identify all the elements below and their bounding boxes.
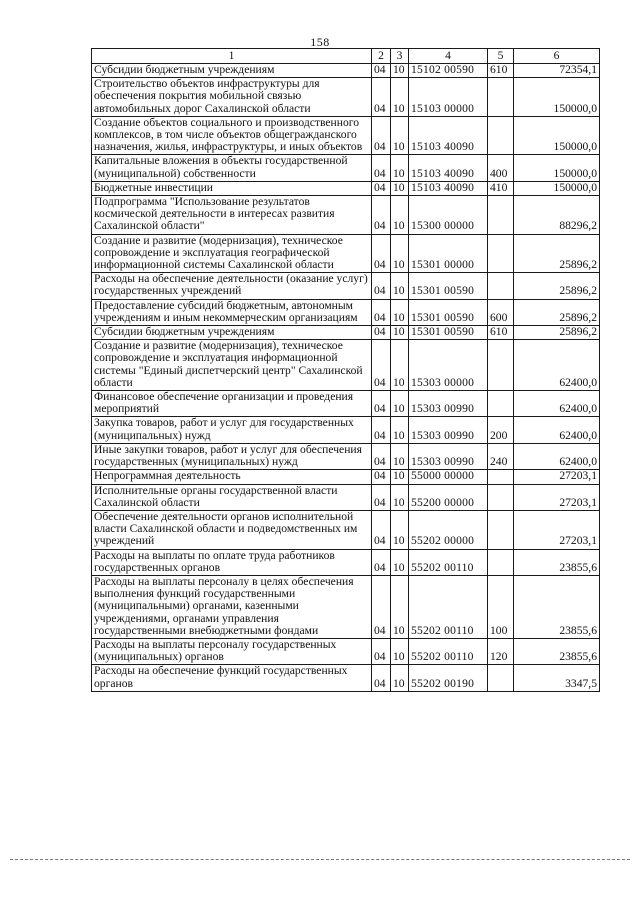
target-article-cell: 55202 00110 bbox=[409, 575, 488, 638]
target-article-cell: 15103 00000 bbox=[409, 78, 488, 117]
section-code-cell: 04 bbox=[372, 575, 391, 638]
subsection-code-cell: 10 bbox=[391, 326, 409, 340]
subsection-code-cell: 10 bbox=[391, 234, 409, 273]
section-code-cell: 04 bbox=[372, 299, 391, 325]
target-article-cell: 15303 00990 bbox=[409, 417, 488, 443]
subsection-code-cell: 10 bbox=[391, 196, 409, 235]
subsection-code-cell: 10 bbox=[391, 443, 409, 469]
target-article-cell: 55202 00110 bbox=[409, 549, 488, 575]
table-row bbox=[92, 638, 600, 664]
section-code-cell: 04 bbox=[372, 665, 391, 691]
target-article-cell: 55202 00110 bbox=[409, 638, 488, 664]
row-name-cell: Закупка товаров, работ и услуг для государственных (муниципальных) нужд bbox=[92, 417, 372, 443]
row-name-cell: Создание и развитие (модернизация), техническое сопровождение и эксплуатация географической информационной системы Сахалинской области bbox=[92, 234, 372, 273]
table-row bbox=[92, 391, 600, 417]
row-name-cell: Предоставление субсидий бюджетным, автономным учреждениям и иным некоммерческим организациям bbox=[92, 299, 372, 325]
page-number: 158 bbox=[310, 35, 330, 49]
amount-cell: 150000,0 bbox=[514, 78, 600, 117]
row-name-cell: Бюджетные инвестиции bbox=[92, 181, 372, 195]
section-code-cell: 04 bbox=[372, 443, 391, 469]
subsection-code-cell: 10 bbox=[391, 549, 409, 575]
expense-type-cell: 410 bbox=[488, 181, 514, 195]
expense-type-cell bbox=[488, 116, 514, 155]
amount-cell: 3347,5 bbox=[514, 665, 600, 691]
subsection-code-cell: 10 bbox=[391, 575, 409, 638]
target-article-cell: 15303 00990 bbox=[409, 391, 488, 417]
row-name-cell: Субсидии бюджетным учреждениям bbox=[92, 64, 372, 78]
amount-cell: 150000,0 bbox=[514, 116, 600, 155]
row-name-cell: Субсидии бюджетным учреждениям bbox=[92, 326, 372, 340]
expense-type-cell: 610 bbox=[488, 64, 514, 78]
section-code-cell: 04 bbox=[372, 326, 391, 340]
table-row bbox=[92, 181, 600, 195]
row-name-cell: Непрограммная деятельность bbox=[92, 470, 372, 484]
section-code-cell: 04 bbox=[372, 273, 391, 299]
subsection-code-cell: 10 bbox=[391, 638, 409, 664]
table-row bbox=[92, 340, 600, 391]
section-code-cell: 04 bbox=[372, 181, 391, 195]
section-code-cell: 04 bbox=[372, 510, 391, 549]
amount-cell: 23855,6 bbox=[514, 638, 600, 664]
subsection-code-cell: 10 bbox=[391, 78, 409, 117]
header-col-4: 4 bbox=[409, 49, 488, 64]
row-name-cell: Расходы на выплаты персоналу государственных (муниципальных) органов bbox=[92, 638, 372, 664]
table-row bbox=[92, 273, 600, 299]
table-row bbox=[92, 443, 600, 469]
subsection-code-cell: 10 bbox=[391, 417, 409, 443]
subsection-code-cell: 10 bbox=[391, 391, 409, 417]
amount-cell: 27203,1 bbox=[514, 470, 600, 484]
table-row bbox=[92, 155, 600, 181]
row-name-cell: Создание объектов социального и производственного комплексов, в том числе объектов общегражданского назначения, жилья, инфраструктуры, и иных объектов bbox=[92, 116, 372, 155]
row-name-cell: Иные закупки товаров, работ и услуг для обеспечения государственных (муниципальных) нужд bbox=[92, 443, 372, 469]
section-code-cell: 04 bbox=[372, 116, 391, 155]
amount-cell: 62400,0 bbox=[514, 443, 600, 469]
header-col-6: 6 bbox=[514, 49, 600, 64]
section-code-cell: 04 bbox=[372, 470, 391, 484]
target-article-cell: 15103 40090 bbox=[409, 116, 488, 155]
table-row bbox=[92, 417, 600, 443]
subsection-code-cell: 10 bbox=[391, 64, 409, 78]
row-name-cell: Обеспечение деятельности органов исполнительной власти Сахалинской области и подведомственных им учреждений bbox=[92, 510, 372, 549]
row-name-cell: Исполнительные органы государственной власти Сахалинской области bbox=[92, 484, 372, 510]
expense-type-cell: 600 bbox=[488, 299, 514, 325]
table-row bbox=[92, 326, 600, 340]
amount-cell: 27203,1 bbox=[514, 510, 600, 549]
subsection-code-cell: 10 bbox=[391, 116, 409, 155]
target-article-cell: 15301 00590 bbox=[409, 273, 488, 299]
header-col-1: 1 bbox=[92, 49, 372, 64]
section-code-cell: 04 bbox=[372, 417, 391, 443]
table-row bbox=[92, 116, 600, 155]
expense-type-cell: 120 bbox=[488, 638, 514, 664]
expense-type-cell bbox=[488, 484, 514, 510]
expense-type-cell bbox=[488, 665, 514, 691]
table-row bbox=[92, 484, 600, 510]
subsection-code-cell: 10 bbox=[391, 299, 409, 325]
subsection-code-cell: 10 bbox=[391, 155, 409, 181]
section-code-cell: 04 bbox=[372, 78, 391, 117]
expense-type-cell bbox=[488, 273, 514, 299]
amount-cell: 62400,0 bbox=[514, 417, 600, 443]
target-article-cell: 15303 00000 bbox=[409, 340, 488, 391]
amount-cell: 23855,6 bbox=[514, 549, 600, 575]
target-article-cell: 15301 00590 bbox=[409, 299, 488, 325]
section-code-cell: 04 bbox=[372, 234, 391, 273]
expense-type-cell bbox=[488, 470, 514, 484]
target-article-cell: 55202 00190 bbox=[409, 665, 488, 691]
table-row bbox=[92, 470, 600, 484]
target-article-cell: 55202 00000 bbox=[409, 510, 488, 549]
table-row bbox=[92, 64, 600, 78]
target-article-cell: 55000 00000 bbox=[409, 470, 488, 484]
row-name-cell: Расходы на выплаты по оплате труда работников государственных органов bbox=[92, 549, 372, 575]
amount-cell: 62400,0 bbox=[514, 391, 600, 417]
expense-type-cell: 610 bbox=[488, 326, 514, 340]
amount-cell: 25896,2 bbox=[514, 326, 600, 340]
section-code-cell: 04 bbox=[372, 638, 391, 664]
section-code-cell: 04 bbox=[372, 484, 391, 510]
amount-cell: 25896,2 bbox=[514, 234, 600, 273]
target-article-cell: 15102 00590 bbox=[409, 64, 488, 78]
row-name-cell: Расходы на выплаты персоналу в целях обеспечения выполнения функций государственными (муниципальными) органами, казенными учреждениями, органами управления государственными внебюджетными фондами bbox=[92, 575, 372, 638]
expense-type-cell bbox=[488, 78, 514, 117]
target-article-cell: 15301 00000 bbox=[409, 234, 488, 273]
section-code-cell: 04 bbox=[372, 64, 391, 78]
target-article-cell: 15300 00000 bbox=[409, 196, 488, 235]
header-col-2: 2 bbox=[372, 49, 391, 64]
amount-cell: 25896,2 bbox=[514, 299, 600, 325]
expense-type-cell bbox=[488, 510, 514, 549]
table-header-row bbox=[92, 49, 600, 64]
amount-cell: 72354,1 bbox=[514, 64, 600, 78]
subsection-code-cell: 10 bbox=[391, 484, 409, 510]
amount-cell: 23855,6 bbox=[514, 575, 600, 638]
amount-cell: 62400,0 bbox=[514, 340, 600, 391]
section-code-cell: 04 bbox=[372, 549, 391, 575]
table-row bbox=[92, 665, 600, 691]
subsection-code-cell: 10 bbox=[391, 273, 409, 299]
table-row bbox=[92, 575, 600, 638]
expense-type-cell: 200 bbox=[488, 417, 514, 443]
row-name-cell: Строительство объектов инфраструктуры для обеспечения покрытия мобильной связью автомобильных дорог Сахалинской области bbox=[92, 78, 372, 117]
row-name-cell: Расходы на обеспечение деятельности (оказание услуг) государственных учреждений bbox=[92, 273, 372, 299]
target-article-cell: 15301 00590 bbox=[409, 326, 488, 340]
target-article-cell: 55200 00000 bbox=[409, 484, 488, 510]
table-row bbox=[92, 78, 600, 117]
row-name-cell: Капитальные вложения в объекты государственной (муниципальной) собственности bbox=[92, 155, 372, 181]
row-name-cell: Создание и развитие (модернизация), техническое сопровождение и эксплуатация информационной системы "Единый диспетчерский центр" Сахалинской области bbox=[92, 340, 372, 391]
amount-cell: 88296,2 bbox=[514, 196, 600, 235]
section-code-cell: 04 bbox=[372, 391, 391, 417]
table-row bbox=[92, 510, 600, 549]
section-code-cell: 04 bbox=[372, 155, 391, 181]
subsection-code-cell: 10 bbox=[391, 470, 409, 484]
expense-type-cell: 100 bbox=[488, 575, 514, 638]
header-col-5: 5 bbox=[488, 49, 514, 64]
target-article-cell: 15103 40090 bbox=[409, 155, 488, 181]
expense-type-cell bbox=[488, 391, 514, 417]
expense-type-cell bbox=[488, 549, 514, 575]
row-name-cell: Расходы на обеспечение функций государственных органов bbox=[92, 665, 372, 691]
scan-bottom-edge bbox=[10, 859, 630, 860]
row-name-cell: Подпрограмма "Использование результатов космической деятельности в интересах развития Сахалинской области" bbox=[92, 196, 372, 235]
table-row bbox=[92, 549, 600, 575]
amount-cell: 27203,1 bbox=[514, 484, 600, 510]
section-code-cell: 04 bbox=[372, 340, 391, 391]
section-code-cell: 04 bbox=[372, 196, 391, 235]
subsection-code-cell: 10 bbox=[391, 665, 409, 691]
target-article-cell: 15103 40090 bbox=[409, 181, 488, 195]
expense-type-cell bbox=[488, 234, 514, 273]
amount-cell: 150000,0 bbox=[514, 155, 600, 181]
target-article-cell: 15303 00990 bbox=[409, 443, 488, 469]
expense-type-cell bbox=[488, 196, 514, 235]
row-name-cell: Финансовое обеспечение организации и проведения мероприятий bbox=[92, 391, 372, 417]
subsection-code-cell: 10 bbox=[391, 510, 409, 549]
table-row bbox=[92, 234, 600, 273]
subsection-code-cell: 10 bbox=[391, 181, 409, 195]
budget-table bbox=[91, 48, 600, 692]
expense-type-cell: 400 bbox=[488, 155, 514, 181]
table-row bbox=[92, 196, 600, 235]
subsection-code-cell: 10 bbox=[391, 340, 409, 391]
table-row bbox=[92, 299, 600, 325]
header-col-3: 3 bbox=[391, 49, 409, 64]
expense-type-cell: 240 bbox=[488, 443, 514, 469]
amount-cell: 150000,0 bbox=[514, 181, 600, 195]
amount-cell: 25896,2 bbox=[514, 273, 600, 299]
expense-type-cell bbox=[488, 340, 514, 391]
